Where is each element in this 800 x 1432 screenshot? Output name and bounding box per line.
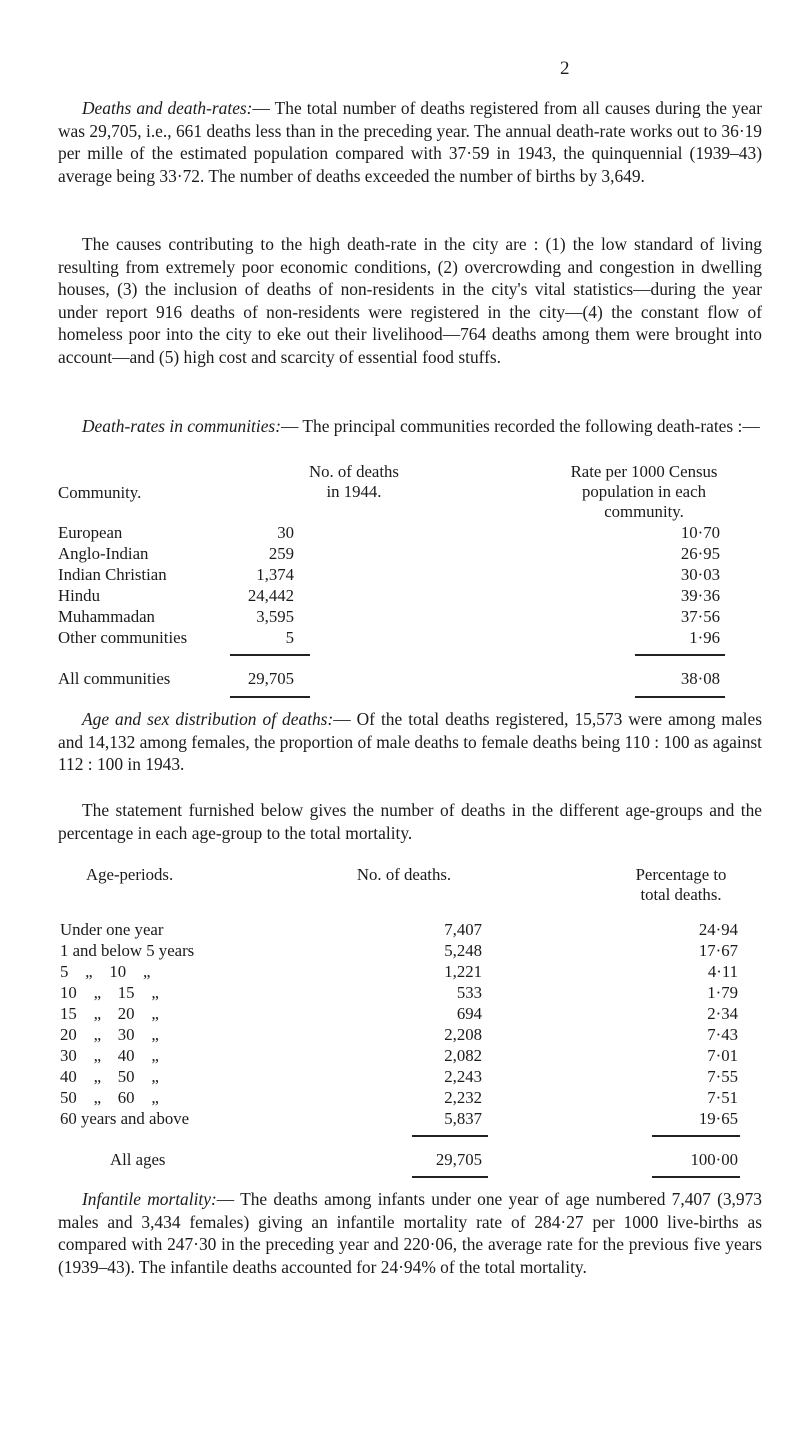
column-header-community: Community.	[58, 483, 142, 502]
total-rate: 38·08	[680, 669, 720, 688]
total-deaths: 29,705	[435, 1150, 482, 1169]
column-header-percentage	[596, 865, 766, 905]
age-period: 10 „ 15 „	[60, 983, 159, 1002]
table-row	[0, 1067, 800, 1089]
rate-value: 37·56	[680, 607, 720, 626]
community-name: Muhammadan	[58, 607, 155, 626]
deaths-value: 694	[456, 1004, 482, 1023]
deaths-value: 2,082	[444, 1046, 482, 1065]
column-header-rate	[524, 462, 764, 522]
paragraph-text: — The principal communities recorded the following death-rates :—	[281, 416, 760, 436]
total-rule	[635, 654, 725, 656]
percentage-value: 24·94	[698, 920, 738, 939]
paragraph-heading: Infantile mortality:	[82, 1189, 217, 1209]
table-row	[0, 1004, 800, 1026]
paragraph-text: The causes contributing to the high death-rate in the city are : (1) the low standard of living resulting from extremely poor economic conditions, (2) overcrowding and congestion in dwelling houses, (3) the inclusion of deaths of non-residents in the city's vital statistics—during the year under report 916 deaths of non-residents were registered in the city—(4) the constant flow of homeless poor into the city to eke out their livelihood—764 deaths among them were brought into account—and (5) high cost and scarcity of essential food stuffs.	[58, 234, 762, 367]
community-name: Other communities	[58, 628, 188, 647]
rate-value: 10·70	[680, 523, 720, 542]
percentage-value: 7·55	[707, 1067, 738, 1086]
community-name: Hindu	[58, 586, 100, 605]
rate-value: 39·36	[680, 586, 720, 605]
percentage-value: 7·01	[707, 1046, 738, 1065]
age-period: 60 years and above	[60, 1109, 190, 1128]
total-label: All ages	[110, 1150, 166, 1169]
deaths-value: 1,374	[256, 565, 294, 584]
community-name: Indian Christian	[58, 565, 167, 584]
table-row	[0, 523, 800, 545]
rate-value: 26·95	[680, 544, 720, 563]
percentage-value: 17·67	[698, 941, 738, 960]
deaths-value: 259	[268, 544, 294, 563]
paragraph-heading: Deaths and death-rates:	[82, 98, 253, 118]
paragraph-heading: Age and sex distribution of deaths:	[82, 709, 334, 729]
deaths-value: 5,248	[444, 941, 482, 960]
total-label: All communities	[58, 669, 171, 688]
column-header-deaths: No. of deaths.	[356, 865, 452, 884]
rate-value: 30·03	[680, 565, 720, 584]
deaths-value: 533	[456, 983, 482, 1002]
percentage-value: 1·79	[707, 983, 738, 1002]
total-rule	[230, 654, 310, 656]
table-row	[0, 1046, 800, 1068]
table-row	[0, 962, 800, 984]
percentage-value: 19·65	[698, 1109, 738, 1128]
deaths-value: 7,407	[444, 920, 482, 939]
paragraph-text: — The total number of deaths registered from all causes during the year was 29,705, i.e., 661 deaths less than in the preceding year. The annual death-rate works out to 36·19 per mille of the estimated population compared with 37·59 in 1943, the quinquennial (1939–43) average being 33·72. The number of deaths exceeded the number of births by 3,649.	[58, 98, 762, 186]
paragraph-infantile-mortality	[58, 1188, 762, 1278]
table-row	[0, 920, 800, 942]
header-line: in 1944.	[326, 482, 382, 501]
deaths-value: 2,243	[444, 1067, 482, 1086]
header-line: community.	[604, 502, 684, 521]
total-rule	[635, 696, 725, 698]
table-total-row	[0, 1150, 800, 1172]
header-line: total deaths.	[640, 885, 722, 904]
table-row	[0, 607, 800, 629]
paragraph-age-statement-intro	[58, 799, 762, 844]
deaths-value: 30	[277, 523, 294, 542]
age-period: 40 „ 50 „	[60, 1067, 159, 1086]
header-line: Rate per 1000 Census	[570, 462, 718, 481]
percentage-value: 2·34	[707, 1004, 738, 1023]
deaths-value: 3,595	[256, 607, 294, 626]
header-line: population in each	[582, 482, 706, 501]
paragraph-causes	[58, 233, 762, 369]
page-number: 2	[560, 58, 570, 79]
column-header-deaths	[266, 462, 442, 502]
age-period: 5 „ 10 „	[60, 962, 151, 981]
rate-value: 1·96	[689, 628, 720, 647]
table-total-row	[0, 669, 800, 691]
paragraph-text: The statement furnished below gives the number of deaths in the different age-groups and the percentage in each age-group to the total mortality.	[58, 800, 762, 843]
deaths-value: 5	[285, 628, 294, 647]
deaths-value: 2,232	[444, 1088, 482, 1107]
total-percentage: 100·00	[690, 1150, 738, 1169]
community-name: Anglo-Indian	[58, 544, 149, 563]
header-line: No. of deaths	[309, 462, 399, 481]
paragraph-text: — The deaths among infants under one year of age numbered 7,407 (3,973 males and 3,434 females) giving an infantile mortality rate of 284·27 per 1000 live-births as compared with 247·30 in the preceding year and 220·06, the average rate for the previous five years (1939–43). The infantile deaths accounted for 24·94% of the total mortality.	[58, 1189, 762, 1277]
total-rule	[652, 1176, 740, 1178]
table-row	[0, 565, 800, 587]
table-row	[0, 983, 800, 1005]
age-period: 30 „ 40 „	[60, 1046, 159, 1065]
total-rule	[652, 1135, 740, 1137]
deaths-value: 2,208	[444, 1025, 482, 1044]
table-row	[0, 1025, 800, 1047]
total-deaths: 29,705	[247, 669, 294, 688]
age-period: 50 „ 60 „	[60, 1088, 159, 1107]
header-line: Percentage to	[635, 865, 727, 884]
table-row	[0, 628, 800, 650]
paragraph-text: — Of the total deaths registered, 15,573 were among males and 14,132 among females, the proportion of male deaths to female deaths being 110 : 100 as against 112 : 100 in 1943.	[58, 709, 762, 775]
table-row	[0, 586, 800, 608]
paragraph-community-rates-intro	[58, 415, 762, 438]
total-rule	[230, 696, 310, 698]
age-period: Under one year	[60, 920, 164, 939]
table-row	[0, 544, 800, 566]
deaths-value: 5,837	[444, 1109, 482, 1128]
deaths-value: 1,221	[444, 962, 482, 981]
paragraph-heading: Death-rates in communities:	[82, 416, 281, 436]
table-row	[0, 1088, 800, 1110]
percentage-value: 7·51	[707, 1088, 738, 1107]
community-name: European	[58, 523, 123, 542]
deaths-value: 24,442	[247, 586, 294, 605]
table-row	[0, 941, 800, 963]
age-period: 20 „ 30 „	[60, 1025, 159, 1044]
paragraph-age-sex-distribution	[58, 708, 762, 776]
age-period: 15 „ 20 „	[60, 1004, 159, 1023]
column-header-age-periods: Age-periods.	[86, 865, 174, 884]
percentage-value: 7·43	[707, 1025, 738, 1044]
paragraph-deaths-and-death-rates	[58, 97, 762, 187]
table-row	[0, 1109, 800, 1131]
percentage-value: 4·11	[707, 962, 738, 981]
total-rule	[412, 1176, 488, 1178]
age-period: 1 and below 5 years	[60, 941, 195, 960]
total-rule	[412, 1135, 488, 1137]
